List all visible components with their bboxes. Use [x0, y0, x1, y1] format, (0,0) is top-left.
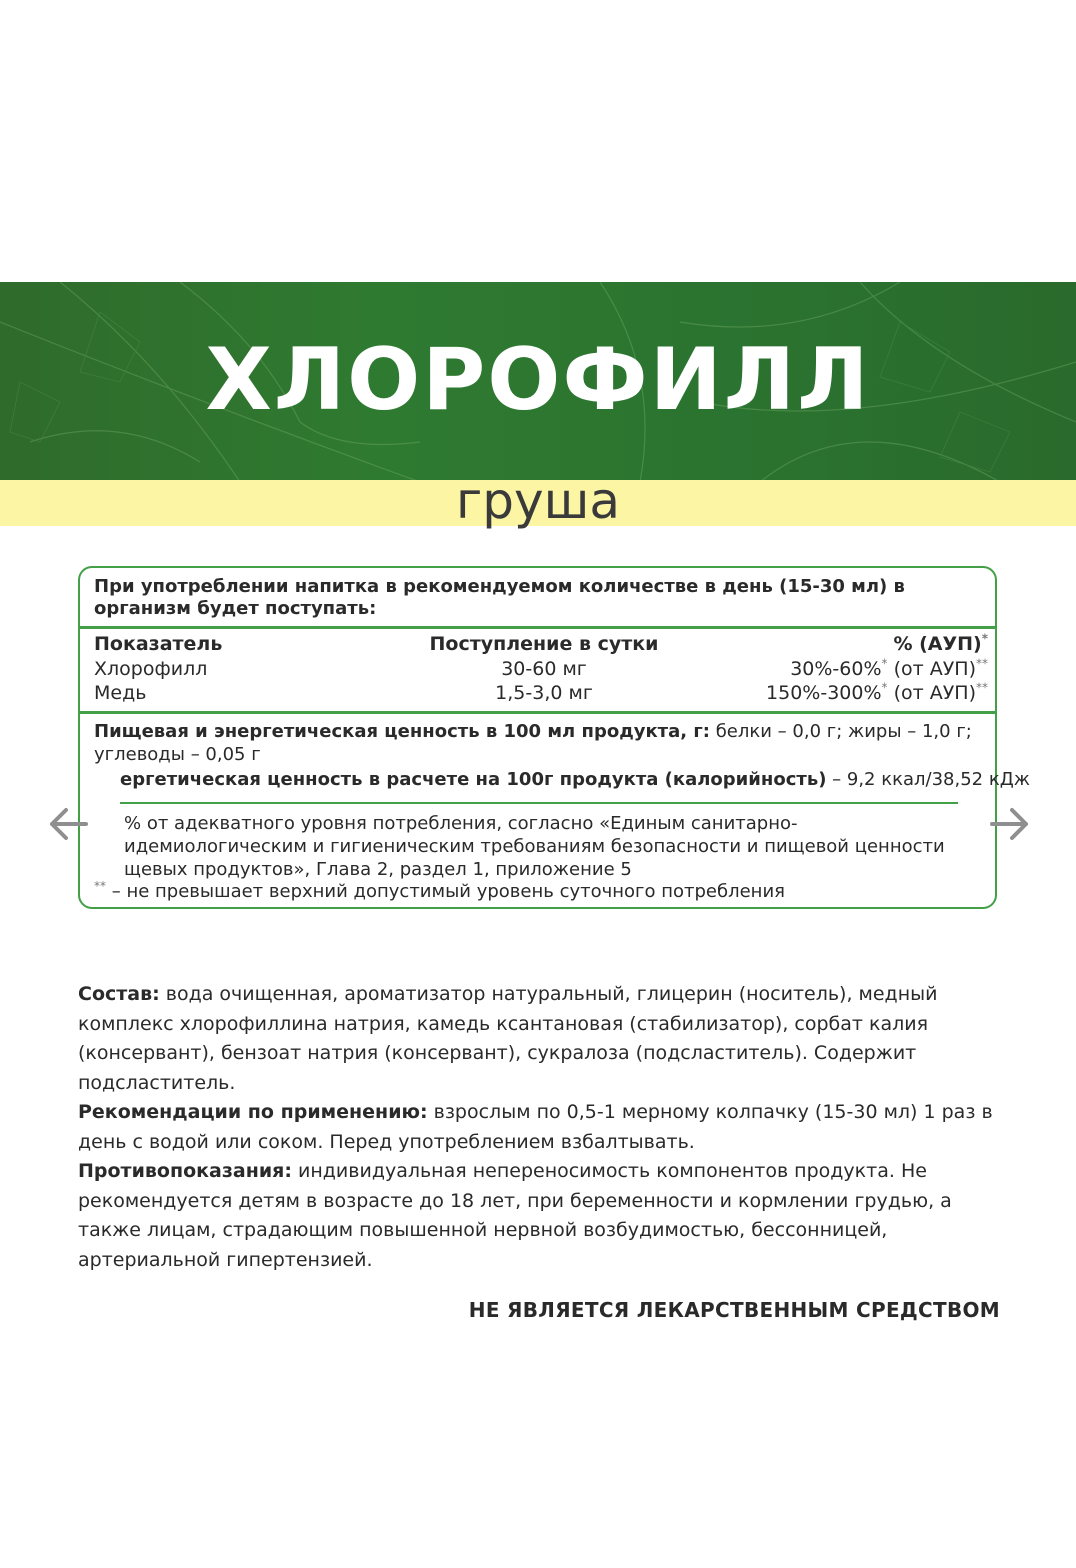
composition: Состав: вода очищенная, ароматизатор натуральный, глицерин (носитель), медный комплекс хлорофиллина натрия, камедь ксантановая (стабилизатор), сорбат калия (консервант), бензоат натрия (консервант), сукралоза (подсластитель). Содержит подсластитель.: [78, 983, 938, 1094]
usage: Рекомендации по применению: взрослым по 0,5-1 мерному колпачку (15-30 мл) 1 раз в день с водой или соком. Перед употреблением взбалтывать.: [78, 1101, 993, 1153]
footnote-line: идемиологическим и гигиеническим требованиям безопасности и пищевой ценности: [124, 836, 945, 857]
panel-divider: [80, 711, 995, 714]
row-name: Хлорофилл: [94, 658, 208, 680]
row-name: Медь: [94, 682, 147, 704]
energy-value: ергетическая ценность в расчете на 100г продукта (калорийность) – 9,2 ккал/38,52 кДж: [120, 769, 1030, 790]
header-intake: Поступление в сутки: [429, 633, 659, 655]
row-intake: 1,5-3,0 мг: [495, 682, 593, 704]
header-indicator: Показатель: [94, 633, 223, 655]
footnote-line: % от адекватного уровня потребления, согласно «Единым санитарно-: [124, 813, 798, 834]
row-percent: 30%-60%* (от АУП)**: [790, 656, 988, 680]
nutrition-value: Пищевая и энергетическая ценность в 100 мл продукта, г: белки – 0,0 г; жиры – 1,0 г; углеводы – 0,05 г: [94, 721, 972, 765]
disclaimer: НЕ ЯВЛЯЕТСЯ ЛЕКАРСТВЕННЫМ СРЕДСТВОМ: [468, 1298, 1000, 1322]
header-percent: % (АУП)*: [893, 631, 988, 655]
row-percent: 150%-300%* (от АУП)**: [766, 680, 988, 704]
footnote-line: щевых продуктов», Глава 2, раздел 1, приложение 5: [124, 859, 632, 880]
product-title: ХЛОРОФИЛЛ: [205, 330, 871, 430]
flavor-label: груша: [456, 472, 620, 530]
footnote-limit: ** – не превышает верхний допустимый уровень суточного потребления: [94, 879, 785, 902]
contraindications: Противопоказания: индивидуальная непереносимость компонентов продукта. Не рекомендуется детям в возрасте до 18 лет, при беременности и кормлении грудью, а также лицам, страдающим повышенной нервной возбудимостью, бессонницей, артериальной гипертензией.: [78, 1160, 952, 1271]
arrow-left-icon: [46, 804, 90, 844]
product-info: [78, 980, 998, 1275]
row-intake: 30-60 мг: [501, 658, 587, 680]
panel-divider: [80, 626, 995, 629]
nutrition-panel: [78, 566, 1030, 909]
prev-arrow-button[interactable]: [46, 804, 90, 844]
arrow-right-icon: [988, 804, 1032, 844]
panel-intro: При употреблении напитка в рекомендуемом количестве в день (15-30 мл) в организм будет поступать:: [94, 576, 905, 619]
next-arrow-button[interactable]: [988, 804, 1032, 844]
inner-divider: [120, 802, 958, 804]
